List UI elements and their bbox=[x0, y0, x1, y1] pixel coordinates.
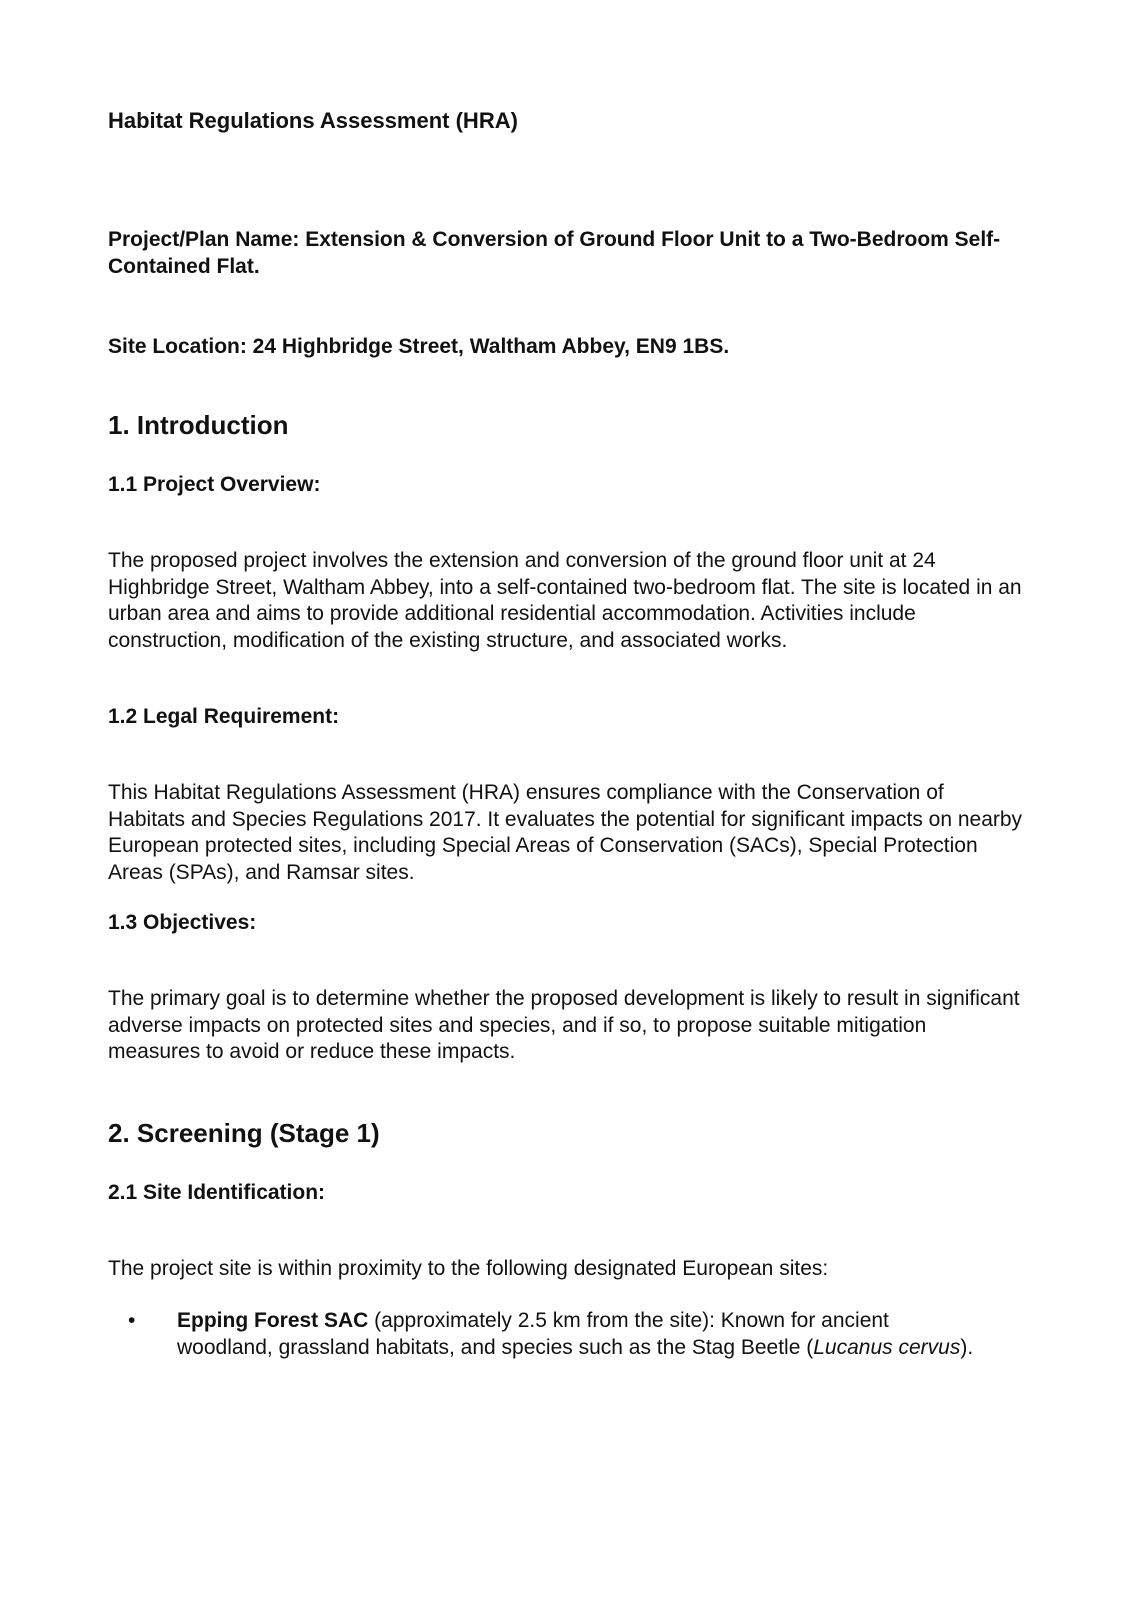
species-name: Lucanus cervus bbox=[813, 1335, 961, 1359]
section-heading-screening: 2. Screening (Stage 1) bbox=[108, 1118, 380, 1148]
european-sites-list bbox=[108, 1308, 1028, 1361]
paragraph-objectives: The primary goal is to determine whether the proposed development is likely to result in significant adverse impacts on protected sites and species, and if so, to propose suitable mitigation measures to avoid or reduce these impacts. bbox=[108, 987, 1020, 1063]
subheading-objectives: 1.3 Objectives: bbox=[108, 911, 257, 934]
subheading-legal-requirement: 1.2 Legal Requirement: bbox=[108, 705, 340, 728]
project-name: Project/Plan Name: Extension & Conversion of Ground Floor Unit to a Two-Bedroom Self-Contained Flat. bbox=[108, 228, 1001, 278]
list-item bbox=[108, 1308, 977, 1361]
document-title: Habitat Regulations Assessment (HRA) bbox=[108, 108, 518, 133]
bullet-icon: • bbox=[128, 1309, 136, 1332]
paragraph-site-identification: The project site is within proximity to the following designated European sites: bbox=[108, 1257, 829, 1280]
site-location: Site Location: 24 Highbridge Street, Waltham Abbey, EN9 1BS. bbox=[108, 335, 730, 358]
paragraph-project-overview: The proposed project involves the extension and conversion of the ground floor unit at 24 Highbridge Street, Waltham Abbey, into a self-contained two-bedroom flat. The site is located in an urban area and aims to provide additional residential accommodation. Activities include construction, modification of the existing structure, and associated works. bbox=[108, 549, 1022, 652]
site-name: Epping Forest SAC bbox=[177, 1309, 369, 1332]
subheading-project-overview: 1.1 Project Overview: bbox=[108, 473, 321, 496]
subheading-site-identification: 2.1 Site Identification: bbox=[108, 1181, 326, 1204]
paragraph-legal-requirement: This Habitat Regulations Assessment (HRA) ensures compliance with the Conservation of Habitats and Species Regulations 2017. It evaluates the potential for significant impacts on nearby European protected sites, including Special Areas of Conservation (SACs), Special Protection Areas (SPAs), and Ramsar sites. bbox=[108, 781, 1023, 884]
section-heading-introduction: 1. Introduction bbox=[108, 410, 289, 440]
site-description-end: ). bbox=[960, 1335, 974, 1359]
site-description: (approximately 2.5 km from the site): Known for ancient woodland, grassland habitats, and species such as the Stag Beetle ( bbox=[177, 1309, 889, 1359]
